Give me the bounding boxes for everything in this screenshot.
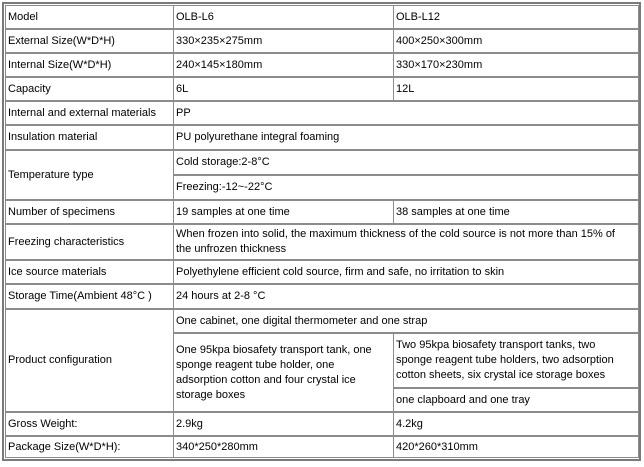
row-label-capacity	[5, 77, 174, 101]
value-text: 6L	[176, 82, 189, 95]
cell-config-l12-extra	[393, 388, 639, 412]
row-label-external-size	[5, 29, 174, 53]
row-label-ice-source	[5, 260, 174, 284]
value-text: When frozen into solid, the maximum thickness of the cold source is not more than 15% of the unfrozen thickness	[176, 228, 615, 255]
label-text: Ice source materials	[8, 265, 107, 278]
cell-config-common	[173, 309, 639, 333]
cell-config-l12	[393, 333, 639, 388]
cell-config-l6	[173, 333, 394, 412]
cell-gross-weight-l6	[173, 412, 394, 436]
cell-temperature-cold	[173, 150, 639, 175]
label-text: Freezing characteristics	[8, 235, 125, 248]
cell-package-size-l12	[393, 436, 639, 458]
value-text: 400×250×300mm	[396, 34, 483, 47]
cell-external-size-l12	[393, 29, 639, 53]
row-label-product-configuration	[5, 309, 174, 412]
cell-external-size-l6	[173, 29, 394, 53]
row-label-materials	[5, 101, 174, 125]
label-text: Internal and external materials	[8, 106, 156, 119]
label-text: Insulation material	[8, 131, 98, 143]
spec-table	[2, 2, 641, 461]
value-text: 330×170×230mm	[396, 58, 483, 71]
label-text: Model	[8, 10, 38, 23]
row-label-temperature	[5, 150, 174, 200]
value-text: PU polyurethane integral foaming	[176, 131, 340, 143]
cell-capacity-l12	[393, 77, 639, 101]
cell-model-l6	[173, 5, 394, 29]
row-label-model	[5, 5, 174, 29]
cell-materials	[173, 101, 639, 125]
value-text: 240×145×180mm	[176, 58, 263, 71]
label-text: Internal Size(W*D*H)	[8, 58, 112, 71]
value-text: One cabinet, one digital thermometer and one strap	[176, 314, 428, 327]
cell-internal-size-l12	[393, 53, 639, 77]
value-text: 330×235×275mm	[176, 34, 263, 47]
value-text: 340*250*280mm	[176, 440, 258, 453]
cell-temperature-freezing	[173, 175, 639, 200]
label-text: Storage Time(Ambient 48°C )	[8, 290, 152, 302]
value-text: one clapboard and one tray	[396, 393, 530, 406]
value-text: 2.9kg	[176, 417, 203, 430]
value-text: 19 samples at one time	[176, 205, 290, 218]
cell-storage-time	[173, 284, 639, 309]
value-text: 12L	[396, 82, 415, 95]
cell-freezing-characteristics	[173, 224, 639, 260]
value-text: Cold storage:2-8°C	[176, 156, 270, 168]
cell-specimens-l6	[173, 200, 394, 224]
cell-specimens-l12	[393, 200, 639, 224]
label-text: Number of specimens	[8, 205, 115, 218]
row-label-insulation	[5, 125, 174, 150]
value-text: 4.2kg	[396, 417, 423, 430]
cell-package-size-l6	[173, 436, 394, 458]
row-label-package-size	[5, 436, 174, 458]
row-label-internal-size	[5, 53, 174, 77]
row-label-specimens	[5, 200, 174, 224]
cell-gross-weight-l12	[393, 412, 639, 436]
value-text: OLB-L12	[396, 10, 441, 23]
value-text: Two 95kpa biosafety transport tanks, two sponge reagent tube holders, two adsorption cotton sheets, six crystal ice storage boxes	[396, 339, 614, 381]
row-label-gross-weight	[5, 412, 174, 436]
label-text: External Size(W*D*H)	[8, 34, 115, 47]
value-text: 38 samples at one time	[396, 205, 510, 218]
label-text: Capacity	[8, 82, 51, 95]
cell-model-l12	[393, 5, 639, 29]
cell-internal-size-l6	[173, 53, 394, 77]
label-text: Product configuration	[8, 354, 112, 366]
value-text: 420*260*310mm	[396, 440, 478, 453]
label-text: Package Size(W*D*H):	[8, 440, 121, 453]
value-text: Polyethylene efficient cold source, firm and safe, no irritation to skin	[176, 265, 505, 278]
value-text: 24 hours at 2-8 °C	[176, 290, 266, 302]
cell-ice-source	[173, 260, 639, 284]
value-text: OLB-L6	[176, 10, 214, 23]
row-label-freezing-characteristics	[5, 224, 174, 260]
cell-capacity-l6	[173, 77, 394, 101]
label-text: Gross Weight:	[8, 417, 78, 430]
value-text: PP	[176, 106, 191, 119]
label-text: Temperature type	[8, 168, 94, 181]
row-label-storage-time	[5, 284, 174, 309]
value-text: One 95kpa biosafety transport tank, one sponge reagent tube holder, one adsorption cotton and four crystal ice storage boxes	[176, 343, 372, 401]
value-text: Freezing:-12~-22°C	[176, 181, 273, 193]
cell-insulation	[173, 125, 639, 150]
